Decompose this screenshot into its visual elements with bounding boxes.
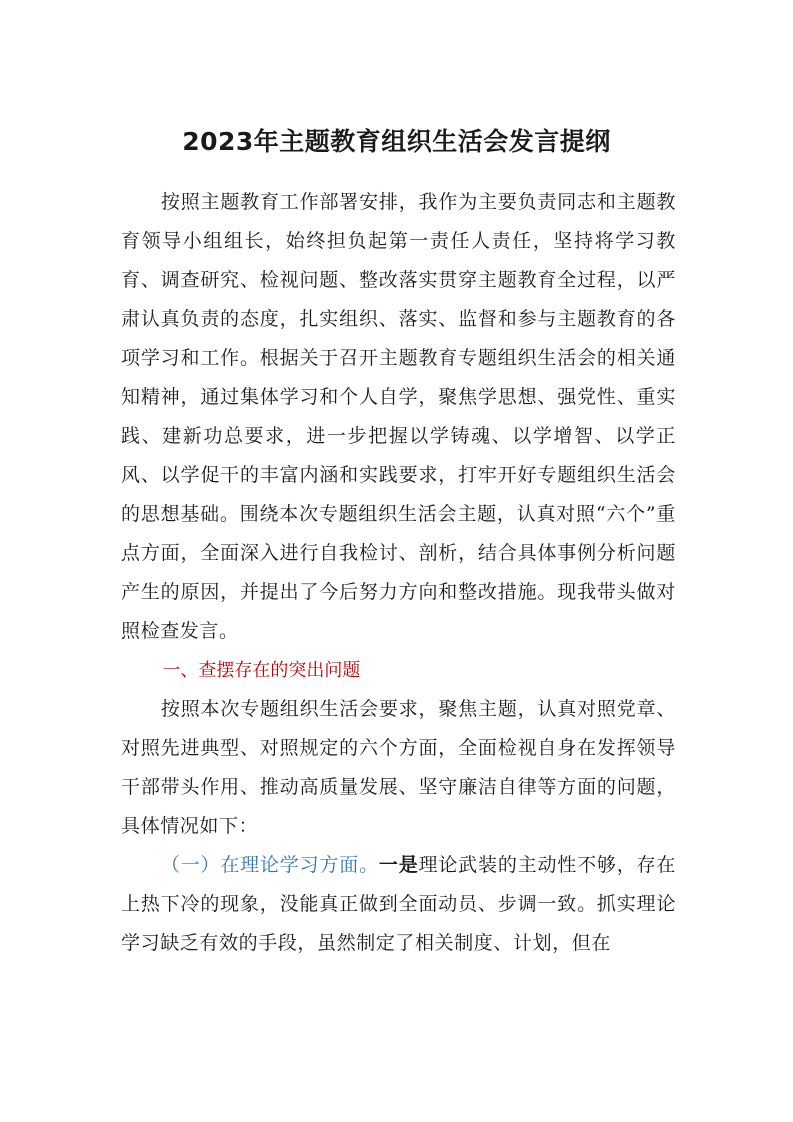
- subsection-body: 理论武装的主动性不够，存在上热下冷的现象，没能真正做到全面动员、步调一致。抓实理论学习缺乏有效的手段，虽然制定了相关制度、计划，但在: [121, 854, 676, 954]
- section-heading: 一、查摆存在的突出问题: [162, 660, 361, 681]
- subsection-paragraph: [121, 846, 676, 963]
- document-body: [121, 183, 676, 963]
- intro-paragraph: 按照主题教育工作部署安排，我作为主要负责同志和主题教育领导小组组长，始终担负起第一责任人责任，坚持将学习教育、调查研究、检视问题、整改落实贯穿主题教育全过程，以严肃认真负责的态度，扎实组织、落实、监督和参与主题教育的各项学习和工作。根据关于召开主题教育专题组织生活会的相关通知精神，通过集体学习和个人自学，聚焦学思想、强党性、重实践、建新功总要求，进一步把握以学铸魂、以学增智、以学正风、以学促干的丰富内涵和实践要求，打牢开好专题组织生活会的思想基础。围绕本次专题组织生活会主题，认真对照“六个”重点方面，全面深入进行自我检讨、剖析，结合具体事例分析问题产生的原因，并提出了今后努力方向和整改措施。现我带头做对照检查发言。: [121, 191, 676, 642]
- subsection-title: （一）在理论学习方面。: [160, 854, 379, 876]
- section-paragraph: 按照本次专题组织生活会要求，聚焦主题，认真对照党章、对照先进典型、对照规定的六个方面，全面检视自身在发挥领导干部带头作用、推动高质量发展、坚守廉洁自律等方面的问题，具体情况如下：: [121, 698, 676, 837]
- subsection-lead: 一是: [378, 854, 419, 876]
- document-title: 2023年主题教育组织生活会发言提纲: [182, 127, 611, 156]
